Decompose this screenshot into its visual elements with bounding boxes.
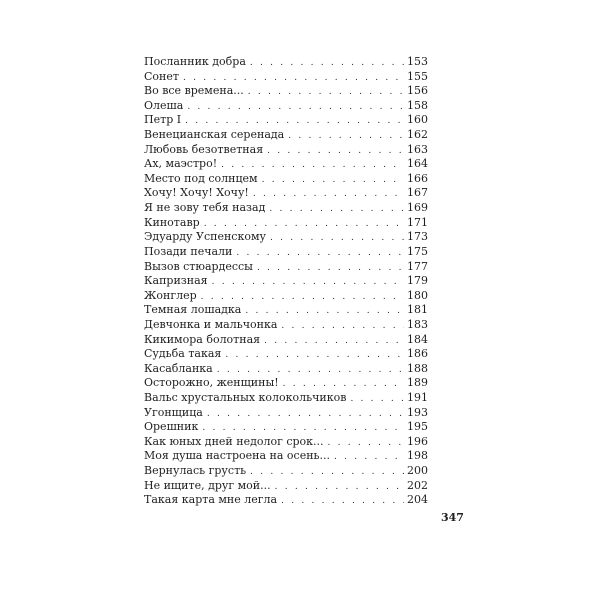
toc-entry-page: 196: [407, 434, 428, 448]
toc-entry-page: 166: [407, 171, 428, 185]
dot-leader: [236, 246, 404, 261]
toc-entry: [144, 479, 428, 494]
toc-entry-title: Вальс хрустальных колокольчиков: [144, 391, 347, 405]
toc-entry-title: Кикимора болотная: [144, 332, 261, 346]
toc-entry-title: Орешник: [144, 420, 199, 434]
toc-entry-page: 173: [407, 230, 428, 244]
toc-entry: [144, 406, 428, 421]
toc-entry-page: 191: [407, 391, 428, 405]
dot-leader: [257, 261, 404, 276]
toc-entry: [144, 157, 428, 172]
toc-entry-page: 167: [407, 186, 428, 200]
toc-entry-title: Олеша: [144, 98, 184, 112]
dot-leader: [212, 275, 404, 290]
toc-entry-page: 204: [407, 493, 428, 507]
toc-entry-title: Капризная: [144, 274, 208, 288]
toc-entry-page: 180: [407, 288, 428, 302]
toc-entry-title: Касабланка: [144, 361, 213, 375]
dot-leader: [248, 85, 404, 100]
toc-entry: [144, 230, 428, 245]
toc-entry-page: 156: [407, 84, 428, 98]
toc-entry: [144, 113, 428, 128]
toc-entry: [144, 84, 428, 99]
dot-leader: [217, 363, 404, 378]
toc-entry-title: Петр I: [144, 113, 182, 127]
dot-leader: [264, 334, 404, 349]
dot-leader: [281, 494, 404, 509]
dot-leader: [267, 144, 404, 159]
toc-entry: [144, 201, 428, 216]
toc-entry: [144, 55, 428, 70]
toc-entry: [144, 128, 428, 143]
toc-entry: [144, 186, 428, 201]
dot-leader: [350, 392, 404, 407]
toc-entry-page: 198: [407, 449, 428, 463]
dot-leader: [283, 377, 404, 392]
toc-entry-page: 155: [407, 69, 428, 83]
toc-entry-page: 189: [407, 376, 428, 390]
page-number: 347: [441, 511, 464, 524]
toc-entry-title: Хочу! Хочу! Хочу!: [144, 186, 249, 200]
toc-entry: [144, 289, 428, 304]
toc-entry-page: 169: [407, 201, 428, 215]
dot-leader: [221, 158, 404, 173]
toc-entry-title: Посланник добра: [144, 55, 246, 68]
dot-leader: [288, 129, 404, 144]
toc-entry-page: 186: [407, 347, 428, 361]
dot-leader: [262, 173, 404, 188]
toc-entry-title: Вызов стюардессы: [144, 259, 253, 273]
toc-entry: [144, 347, 428, 362]
toc-entry-title: Вернулась грусть: [144, 464, 247, 478]
toc-entry-page: 181: [407, 303, 428, 317]
toc-entry-page: 195: [407, 420, 428, 434]
toc-entry: [144, 318, 428, 333]
toc-entry: [144, 70, 428, 85]
toc-entry: [144, 391, 428, 406]
dot-leader: [202, 421, 404, 436]
toc-entry-title: Эдуарду Успенскому: [144, 230, 266, 244]
toc-entry-title: Не ищите, друг мой...: [144, 478, 271, 492]
toc-entry-title: Венецианская серенада: [144, 128, 285, 142]
toc-entry-title: Угонщица: [144, 405, 203, 419]
toc-entry: [144, 376, 428, 391]
dot-leader: [253, 187, 404, 202]
toc-entry: [144, 333, 428, 348]
dot-leader: [281, 319, 404, 334]
dot-leader: [207, 407, 404, 422]
toc-entry-title: Такая карта мне легла: [144, 493, 278, 507]
toc-entry-title: Во все времена...: [144, 84, 244, 98]
dot-leader: [328, 436, 404, 451]
toc-entry-page: 193: [407, 405, 428, 419]
toc-entry-page: 171: [407, 215, 428, 229]
dot-leader: [250, 465, 404, 480]
toc-entry-page: 200: [407, 464, 428, 478]
table-of-contents: [144, 55, 428, 508]
toc-entry-title: Жонглер: [144, 288, 197, 302]
toc-entry-title: Я не зову тебя назад: [144, 201, 266, 215]
toc-entry: [144, 274, 428, 289]
dot-leader: [245, 304, 404, 319]
dot-leader: [269, 202, 404, 217]
toc-entry: [144, 99, 428, 114]
toc-entry-page: 162: [407, 128, 428, 142]
dot-leader: [201, 290, 404, 305]
dot-leader: [334, 450, 404, 465]
toc-entry-title: Осторожно, женщины!: [144, 376, 279, 390]
toc-entry-page: 179: [407, 274, 428, 288]
toc-entry-page: 163: [407, 142, 428, 156]
toc-entry: [144, 362, 428, 377]
toc-entry: [144, 172, 428, 187]
toc-entry-title: Девчонка и мальчонка: [144, 317, 278, 331]
toc-entry: [144, 245, 428, 260]
toc-entry-title: Судьба такая: [144, 347, 222, 361]
toc-entry-title: Ах, маэстро!: [144, 157, 218, 171]
dot-leader: [250, 56, 404, 71]
toc-entry-page: 202: [407, 478, 428, 492]
toc-entry-page: 183: [407, 317, 428, 331]
dot-leader: [185, 114, 404, 129]
toc-entry-title: Сонет: [144, 69, 179, 83]
dot-leader: [275, 480, 404, 495]
toc-entry-page: 188: [407, 361, 428, 375]
toc-entry-page: 153: [407, 55, 428, 68]
dot-leader: [204, 217, 404, 232]
toc-entry-page: 158: [407, 98, 428, 112]
toc-entry-title: Кинотавр: [144, 215, 200, 229]
toc-entry-title: Место под солнцем: [144, 171, 258, 185]
dot-leader: [187, 100, 404, 115]
toc-entry: [144, 143, 428, 158]
toc-entry: [144, 420, 428, 435]
toc-entry-title: Как юных дней недолог срок...: [144, 434, 324, 448]
dot-leader: [183, 71, 404, 86]
dot-leader: [225, 348, 404, 363]
toc-entry-page: 160: [407, 113, 428, 127]
toc-entry-page: 164: [407, 157, 428, 171]
toc-entry-title: Моя душа настроена на осень...: [144, 449, 331, 463]
toc-entry: [144, 216, 428, 231]
toc-entry: [144, 449, 428, 464]
toc-entry: [144, 493, 428, 508]
toc-entry-page: 184: [407, 332, 428, 346]
toc-entry: [144, 464, 428, 479]
toc-entry: [144, 435, 428, 450]
toc-entry: [144, 303, 428, 318]
toc-entry-title: Любовь безответная: [144, 142, 264, 156]
toc-entry-page: 177: [407, 259, 428, 273]
toc-entry-page: 175: [407, 244, 428, 258]
toc-entry-title: Темная лошадка: [144, 303, 242, 317]
dot-leader: [270, 231, 404, 246]
toc-entry: [144, 260, 428, 275]
toc-entry-title: Позади печали: [144, 244, 233, 258]
